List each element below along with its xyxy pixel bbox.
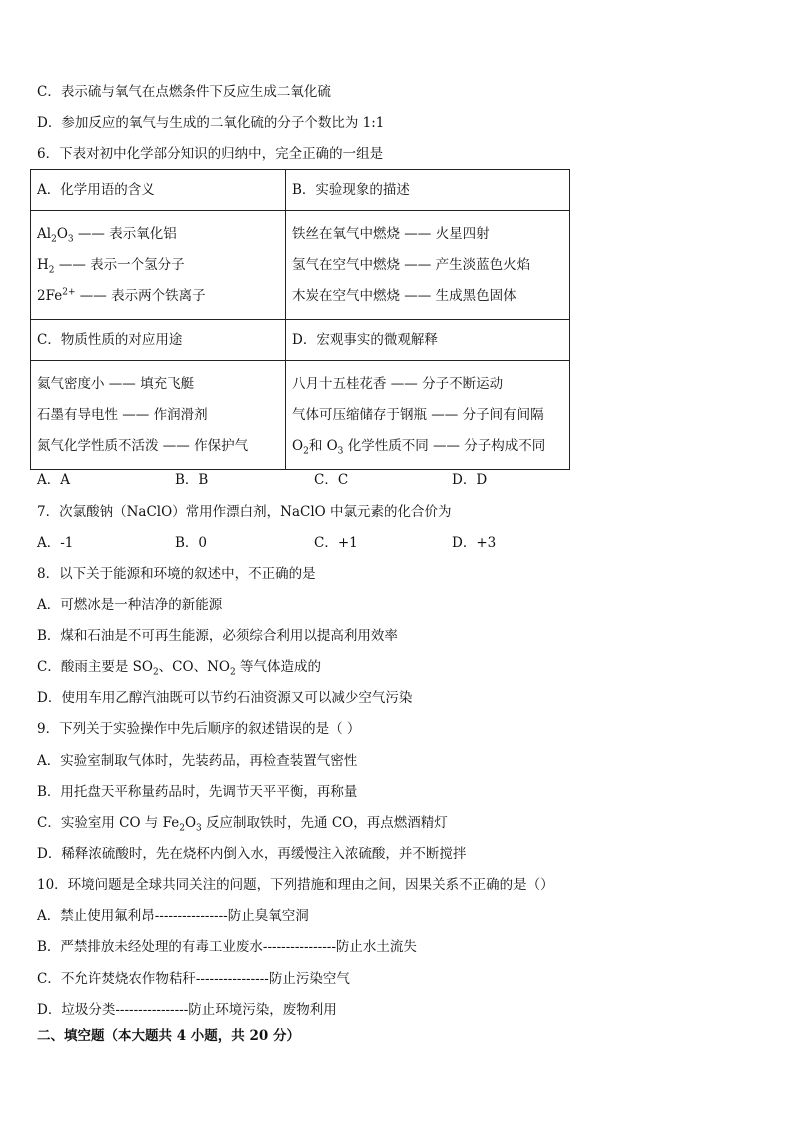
a-row-3: $2Fe^{2+}$ —— 表示两个铁离子 — [37, 287, 206, 304]
q10-option-a: A．禁止使用氟利昂----------------防止臭氧空洞 — [37, 908, 309, 924]
b-row-3: 木炭在空气中燃烧 —— 生成黑色固体 — [292, 287, 517, 304]
q6-option-b: B．B — [175, 472, 209, 488]
c-row-1: 氦气密度小 —— 填充飞艇 — [37, 375, 195, 392]
q10-option-b: B．严禁排放未经处理的有毒工业废水----------------防止水土流失 — [37, 939, 417, 955]
c-row-2: 石墨有导电性 —— 作润滑剂 — [37, 406, 208, 423]
q5-option-c: C．表示硫与氧气在点燃条件下反应生成二氧化硫 — [37, 84, 331, 100]
q8-option-a: A．可燃冰是一种洁净的新能源 — [37, 597, 223, 613]
b-row-2: 氢气在空气中燃烧 —— 产生淡蓝色火焰 — [292, 256, 531, 273]
q5-option-d: D．参加反应的氧气与生成的二氧化硫的分子个数比为 1:1 — [37, 115, 385, 131]
table-cell-c-body — [31, 361, 286, 470]
q7-stem: 7．次氯酸钠（NaClO）常用作漂白剂，NaClO 中氯元素的化合价为 — [37, 504, 452, 520]
q8-stem: 8．以下关于能源和环境的叙述中，不正确的是 — [37, 566, 316, 582]
table-cell-d-header: D．宏观事实的微观解释 — [286, 320, 570, 361]
q9-option-d: D．稀释浓硫酸时，先在烧杯内倒入水，再缓慢注入浓硫酸，并不断搅拌 — [37, 846, 467, 862]
q10-option-d: D．垃圾分类----------------防止环境污染，废物利用 — [37, 1002, 337, 1018]
q9-stem: 9．下列关于实验操作中先后顺序的叙述错误的是（ ） — [37, 721, 361, 737]
q6-option-c: C．C — [314, 472, 349, 488]
table-cell-d-body — [286, 361, 570, 470]
q7-option-b: B．0 — [175, 535, 208, 551]
table-cell-b-header: B．实验现象的描述 — [286, 170, 570, 211]
table-cell-b-body — [286, 211, 570, 320]
d-row-2: 气体可压缩储存于钢瓶 —— 分子间有间隔 — [292, 406, 544, 423]
q10-option-c: C．不允许焚烧农作物秸秆----------------防止污染空气 — [37, 971, 350, 987]
q6-option-d: D．D — [452, 472, 488, 488]
d-row-1: 八月十五桂花香 —— 分子不断运动 — [292, 375, 504, 392]
q9-option-c: C．实验室用 CO 与 $Fe_2O_3$ 反应制取铁时，先通 CO，再点燃酒精灯 — [37, 815, 448, 834]
q10-stem: 10．环境问题是全球共同关注的问题，下列措施和理由之间，因果关系不正确的是（） — [37, 877, 554, 893]
q8-option-b: B．煤和石油是不可再生能源，必须综合利用以提高利用效率 — [37, 628, 398, 644]
a-row-1: $Al_2O_3$ —— 表示氧化铝 — [37, 225, 177, 245]
q7-option-c: C．+1 — [314, 535, 358, 551]
table-cell-c-header: C．物质性质的对应用途 — [31, 320, 286, 361]
table-cell-a-header: A．化学用语的含义 — [31, 170, 286, 211]
section-2-title: 二、填空题（本大题共 4 小题，共 20 分） — [37, 1028, 300, 1044]
q8-option-d: D．使用车用乙醇汽油既可以节约石油资源又可以减少空气污染 — [37, 690, 413, 706]
q6-knowledge-table — [30, 169, 570, 470]
b-row-1: 铁丝在氧气中燃烧 —— 火星四射 — [292, 225, 490, 242]
c-row-3: 氮气化学性质不活泼 —— 作保护气 — [37, 437, 249, 454]
q6-stem: 6．下表对初中化学部分知识的归纳中，完全正确的一组是 — [37, 146, 384, 162]
d-row-3: $O_2$和 $O_3$ 化学性质不同 —— 分子构成不同 — [292, 437, 546, 457]
a-row-2: $H_2$ —— 表示一个氢分子 — [37, 256, 185, 276]
q7-option-d: D．+3 — [452, 535, 497, 551]
q8-option-c: C．酸雨主要是 $SO_2$、CO、$NO_2$ 等气体造成的 — [37, 659, 321, 678]
q6-option-a: A．A — [37, 472, 70, 488]
q9-option-a: A．实验室制取气体时，先装药品，再检查装置气密性 — [37, 753, 358, 769]
table-cell-a-body — [31, 211, 286, 320]
q9-option-b: B．用托盘天平称量药品时，先调节天平平衡，再称量 — [37, 784, 358, 800]
q7-option-a: A．-1 — [37, 535, 74, 551]
